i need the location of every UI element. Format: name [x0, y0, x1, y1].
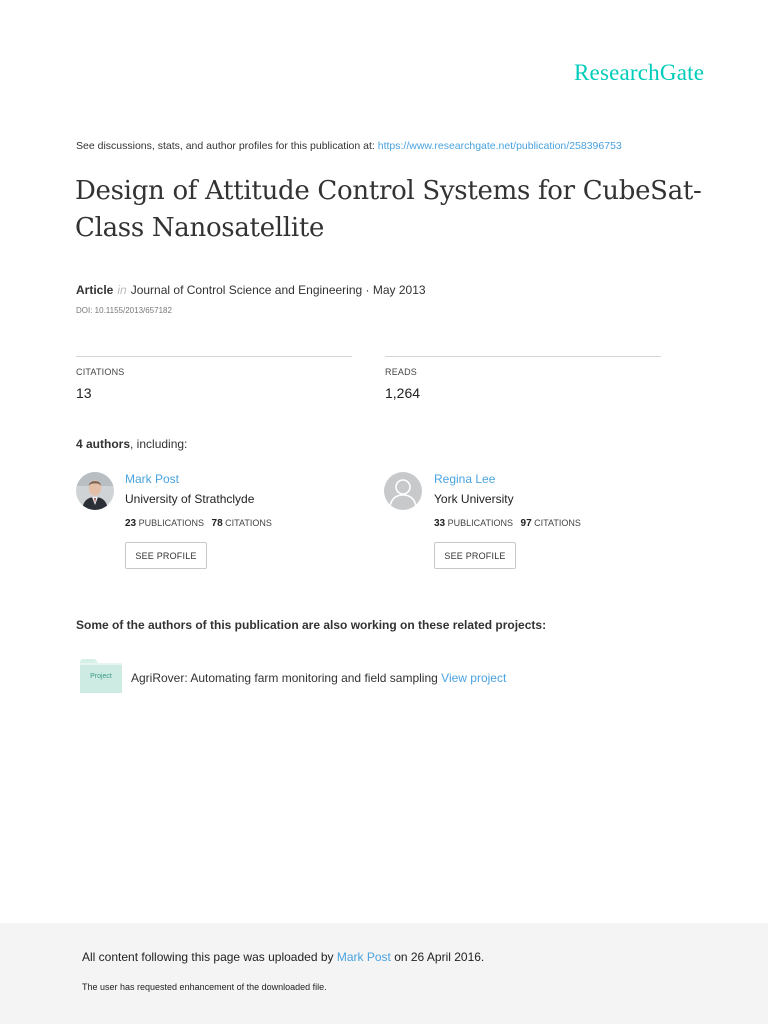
related-projects-heading: Some of the authors of this publication are also working on these related projects: — [76, 618, 547, 632]
title-line-2: Class Nanosatellite — [75, 213, 325, 243]
citations-value: 13 — [76, 385, 92, 401]
publications-label: PUBLICATIONS — [138, 518, 204, 528]
publications-count: 23 — [125, 518, 137, 529]
discussion-line — [76, 140, 622, 152]
see-profile-button-mark-post[interactable]: SEE PROFILE — [125, 542, 207, 569]
publications-count: 33 — [434, 518, 446, 529]
view-project-link[interactable]: View project — [441, 671, 507, 685]
avatar-mark-post[interactable] — [76, 472, 114, 510]
discussion-prefix: See discussions, stats, and author profiles for this publication at: — [76, 140, 378, 152]
default-avatar-icon — [384, 472, 422, 510]
upload-prefix: All content following this page was uploaded by — [82, 950, 337, 964]
project-folder-icon[interactable] — [80, 658, 122, 693]
see-profile-button-regina-lee[interactable]: SEE PROFILE — [434, 542, 516, 569]
authors-suffix: , including: — [130, 437, 188, 451]
article-meta — [76, 283, 426, 297]
author-institution: York University — [434, 492, 514, 506]
citations-divider — [76, 356, 352, 357]
upload-suffix: on 26 April 2016. — [390, 950, 485, 964]
citations-label: CITATIONS — [225, 518, 272, 528]
citations-count: 78 — [211, 518, 223, 529]
author-institution: University of Strathclyde — [125, 492, 255, 506]
authors-heading — [76, 437, 187, 451]
project-icon-label: Project — [90, 673, 112, 680]
article-type: Article — [76, 283, 114, 297]
footer-bar — [0, 923, 768, 1024]
project-title: AgriRover: Automating farm monitoring and field sampling — [131, 671, 442, 685]
authors-count: 4 authors — [76, 437, 131, 451]
researchgate-logo[interactable]: ResearchGate — [574, 60, 705, 85]
upload-notice — [82, 950, 484, 964]
uploader-link[interactable]: Mark Post — [336, 950, 391, 964]
reads-value: 1,264 — [385, 385, 421, 401]
publications-label: PUBLICATIONS — [447, 518, 513, 528]
avatar-regina-lee[interactable] — [384, 472, 422, 510]
citations-label: CITATIONS — [76, 367, 125, 377]
author-name-regina-lee[interactable]: Regina Lee — [434, 472, 496, 486]
publication-url-link[interactable]: https://www.researchgate.net/publication/258396753 — [377, 140, 622, 152]
citations-label: CITATIONS — [534, 518, 581, 528]
project-item — [131, 671, 506, 685]
citations-count: 97 — [520, 518, 532, 529]
in-word: in — [117, 283, 127, 297]
doi: DOI: 10.1155/2013/657182 — [76, 306, 172, 315]
author-stats — [125, 518, 272, 529]
author-photo-icon — [76, 472, 114, 510]
author-name-mark-post[interactable]: Mark Post — [125, 472, 180, 486]
enhancement-notice: The user has requested enhancement of the downloaded file. — [82, 982, 327, 992]
reads-label: READS — [385, 367, 418, 377]
title-line-1: Design of Attitude Control Systems for CubeSat- — [75, 176, 702, 206]
author-stats — [434, 518, 581, 529]
publication-title — [75, 173, 715, 247]
reads-divider — [385, 356, 661, 357]
journal-venue: Journal of Control Science and Engineering · May 2013 — [130, 283, 426, 297]
